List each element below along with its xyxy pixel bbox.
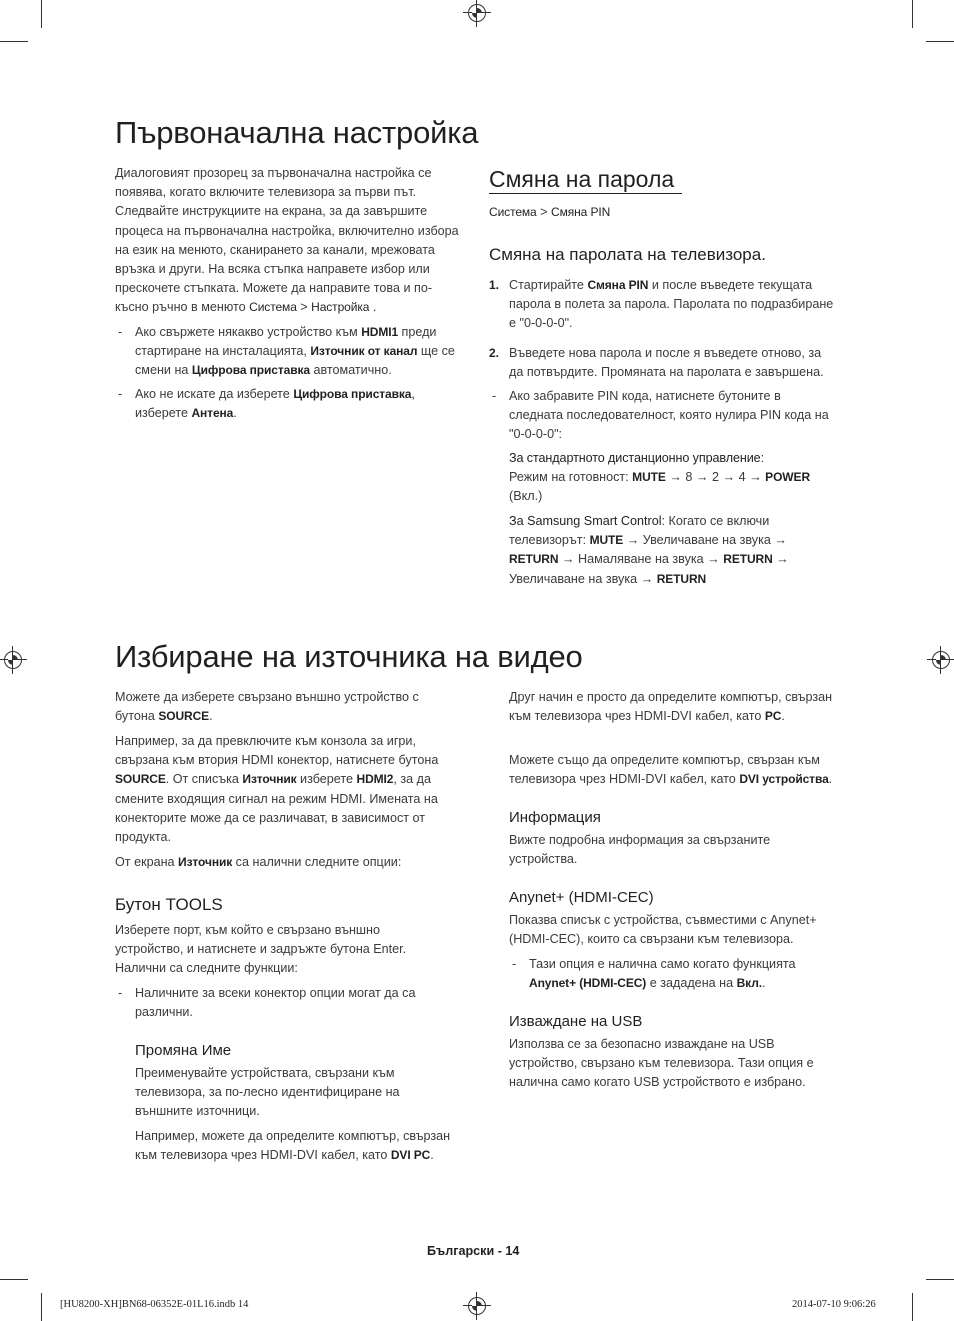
change-pin-label: Смяна PIN bbox=[587, 278, 649, 292]
text: Можете също да определите компютър, свързан към телевизора чрез HDMI-DVI кабел, като bbox=[509, 753, 820, 787]
heading-rename: Промяна Име bbox=[135, 1042, 232, 1059]
text: Ако не искате да изберете bbox=[135, 387, 294, 401]
text: . bbox=[781, 709, 785, 724]
text: . bbox=[209, 709, 213, 724]
source-label: Източник bbox=[178, 855, 233, 869]
text: → Намаляване на звука → bbox=[558, 552, 724, 567]
crop-mark bbox=[912, 0, 913, 28]
text: изберете bbox=[296, 772, 357, 787]
power-key: POWER bbox=[765, 470, 811, 485]
text: Можете да изберете свързано външно устройство с бутона bbox=[115, 690, 419, 724]
section-title-initial-setup: Първоначална настройка bbox=[115, 115, 479, 150]
paragraph: Използва се за безопасно изваждане на USB устройство, свързано към телевизора. Тази опция е налична само когато USB устройството е избрано. bbox=[509, 1037, 814, 1090]
text: Въведете нова парола и после я въведете отново, за да потвърдите. Промяната на паролата е завършена. bbox=[509, 346, 824, 380]
heading-tools-button: Бутон TOOLS bbox=[115, 895, 223, 914]
step-number: 2. bbox=[489, 346, 500, 360]
hdmi2-label: HDMI2 bbox=[356, 772, 394, 787]
standard-remote-label: За стандартното дистанционно управление bbox=[509, 451, 761, 465]
heading-underline bbox=[489, 193, 682, 194]
text: . От списъка bbox=[165, 772, 243, 787]
print-timestamp: 2014-07-10 9:06:26 bbox=[792, 1299, 876, 1310]
text: автоматично. bbox=[309, 363, 392, 378]
crop-mark bbox=[0, 41, 28, 42]
registration-mark-icon bbox=[468, 4, 486, 22]
text: . bbox=[762, 976, 766, 991]
text: Тази опция е налична само когато функцията bbox=[529, 957, 796, 971]
text: и после въведете текущата парола в полета за парола. Паролата по подразбиране е "0-0-0-0". bbox=[509, 278, 834, 331]
return-key: RETURN bbox=[509, 552, 559, 567]
paragraph: Изберете порт, към който е свързано външно устройство, и натиснете и задръжте бутона Enter. Налични са следните функции: bbox=[115, 923, 407, 976]
dvi-devices-label: DVI устройства bbox=[739, 772, 829, 787]
crop-mark bbox=[0, 1279, 28, 1280]
text: → 8 → 2 → 4 → bbox=[665, 470, 766, 485]
text: : Когато се включи телевизорът: bbox=[509, 514, 770, 548]
heading-information: Информация bbox=[509, 809, 601, 826]
text: Например, можете да определите компютър, свързан към телевизора чрез HDMI-DVI кабел, като bbox=[135, 1129, 451, 1163]
list-item bbox=[115, 984, 460, 1022]
digital-box-label: Цифрова приставка bbox=[191, 363, 310, 378]
file-slug: [HU8200-XH]BN68-06352E-01L16.indb 14 bbox=[60, 1299, 249, 1310]
text: , за да смените входящия сигнал на режим HDMI. Имената на конекторите може да се различават, в зависимост от продукта. bbox=[115, 772, 438, 845]
text: Режим на готовност: bbox=[509, 470, 633, 485]
text: (Вкл.) bbox=[509, 489, 543, 504]
bullet-dash: - bbox=[118, 387, 123, 401]
digital-box-label: Цифрова приставка bbox=[293, 387, 412, 401]
text: Диалоговият прозорец за първоначална настройка се появява, когато включите телевизора за първи път. Следвайте инструкциите на екрана, за да завършите процеса на първоначална настройка, включително избора на език на менюто, сканирането за канали, мрежовата връзка и други. На всяка стъпка направете избор или прескочете стъпката. Можете да направите това и по-късно ръчно в менюто bbox=[115, 166, 459, 315]
paragraph: Преименувайте устройствата, свързани към телевизора, за по-лесно идентифициране на външните източници. bbox=[135, 1066, 400, 1119]
menu-system: Система bbox=[249, 300, 297, 315]
return-key: RETURN bbox=[656, 571, 707, 586]
paragraph bbox=[115, 688, 460, 726]
paragraph bbox=[509, 751, 844, 789]
text: Друг начин е просто да определите компютър, свързан към телевизора чрез HDMI-DVI кабел, като bbox=[509, 690, 833, 724]
paragraph: Вижте подробна информация за свързаните устройства. bbox=[509, 833, 771, 867]
text: : bbox=[760, 451, 765, 465]
text: → Увеличаване на звука → bbox=[623, 533, 787, 548]
heading-remove-usb: Изваждане на USB bbox=[509, 1013, 643, 1030]
mute-key: MUTE bbox=[589, 533, 624, 548]
text: > bbox=[536, 205, 551, 219]
page-number: Български - 14 bbox=[427, 1244, 520, 1258]
list-item bbox=[115, 385, 460, 423]
intro-paragraph bbox=[115, 164, 460, 318]
list-item bbox=[489, 387, 834, 445]
crop-mark bbox=[41, 1293, 42, 1321]
menu-setup: Настройка bbox=[311, 300, 370, 315]
registration-mark-icon bbox=[4, 651, 22, 669]
crop-mark bbox=[926, 1279, 954, 1280]
paragraph bbox=[135, 1127, 470, 1165]
bullet-dash: - bbox=[512, 957, 517, 971]
return-key: RETURN bbox=[723, 552, 773, 567]
paragraph bbox=[509, 688, 839, 726]
dvi-pc-label: DVI PC bbox=[390, 1148, 431, 1163]
step-item bbox=[489, 344, 834, 382]
source-key: SOURCE bbox=[158, 709, 210, 724]
smart-control-label: За Samsung Smart Control bbox=[509, 514, 662, 528]
bullet-dash: - bbox=[118, 986, 123, 1000]
paragraph bbox=[115, 732, 460, 847]
text: са налични следните опции: bbox=[232, 855, 402, 869]
pc-label: PC bbox=[764, 709, 782, 724]
source-key: SOURCE bbox=[115, 772, 166, 787]
paragraph bbox=[115, 853, 460, 872]
section-title-video-source: Избиране на източника на видео bbox=[115, 639, 583, 674]
bullet-dash: - bbox=[118, 325, 123, 339]
text: . bbox=[369, 300, 377, 315]
registration-mark-icon bbox=[468, 1297, 486, 1315]
text: Ако свържете някакво устройство към bbox=[135, 325, 362, 339]
source-list-label: Източник bbox=[242, 772, 297, 787]
on-label: Вкл. bbox=[736, 976, 762, 991]
text: Стартирайте bbox=[509, 278, 588, 292]
text: . bbox=[233, 406, 237, 421]
text: Ако забравите PIN кода, натиснете бутоните в следната последователност, която нулира PIN кода на "0-0-0-0": bbox=[509, 389, 829, 442]
text: . bbox=[430, 1148, 434, 1163]
text: . bbox=[828, 772, 833, 787]
crop-mark bbox=[41, 0, 42, 28]
text: Наличните за всеки конектор опции могат да са различни. bbox=[135, 986, 416, 1020]
text: От екрана bbox=[115, 855, 179, 869]
hdmi-label: HDMI1 bbox=[361, 325, 399, 339]
subheading-change-tv-password: Смяна на паролата на телевизора. bbox=[489, 245, 766, 264]
text: е зададена на bbox=[646, 976, 737, 991]
bullet-dash: - bbox=[492, 389, 497, 403]
source-channel-label: Източник от канал bbox=[310, 344, 418, 359]
text: преди стартиране на инсталацията, bbox=[135, 325, 437, 359]
text: Например, за да превключите към конзола за игри, свързана към втория HDMI конектор, натиснете бутона bbox=[115, 734, 439, 768]
menu-system: Система bbox=[489, 205, 537, 219]
text: > bbox=[296, 300, 312, 315]
menu-change-pin: Смяна PIN bbox=[551, 205, 611, 219]
registration-mark-icon bbox=[932, 651, 950, 669]
smart-control-instructions bbox=[509, 512, 809, 589]
menu-path bbox=[489, 203, 610, 222]
heading-change-password: Смяна на парола bbox=[489, 166, 675, 192]
crop-mark bbox=[926, 41, 954, 42]
antenna-label: Антена bbox=[191, 406, 234, 421]
step-item bbox=[489, 276, 834, 334]
mute-key: MUTE bbox=[632, 470, 666, 485]
anynet-label: Anynet+ (HDMI-CEC) bbox=[529, 976, 647, 991]
text: → Увеличаване на звука → bbox=[509, 552, 789, 586]
list-item bbox=[115, 323, 465, 381]
step-number: 1. bbox=[489, 278, 500, 292]
remote-instructions bbox=[509, 449, 839, 507]
crop-mark bbox=[912, 1293, 913, 1321]
paragraph: Показва списък с устройства, съвместими с Anynet+ (HDMI-CEC), които са свързани към телевизора. bbox=[509, 913, 817, 947]
text: ще се смени на bbox=[135, 344, 455, 378]
list-item bbox=[509, 955, 844, 993]
text: , изберете bbox=[135, 387, 415, 421]
heading-anynet: Anynet+ (HDMI-CEC) bbox=[509, 889, 654, 906]
